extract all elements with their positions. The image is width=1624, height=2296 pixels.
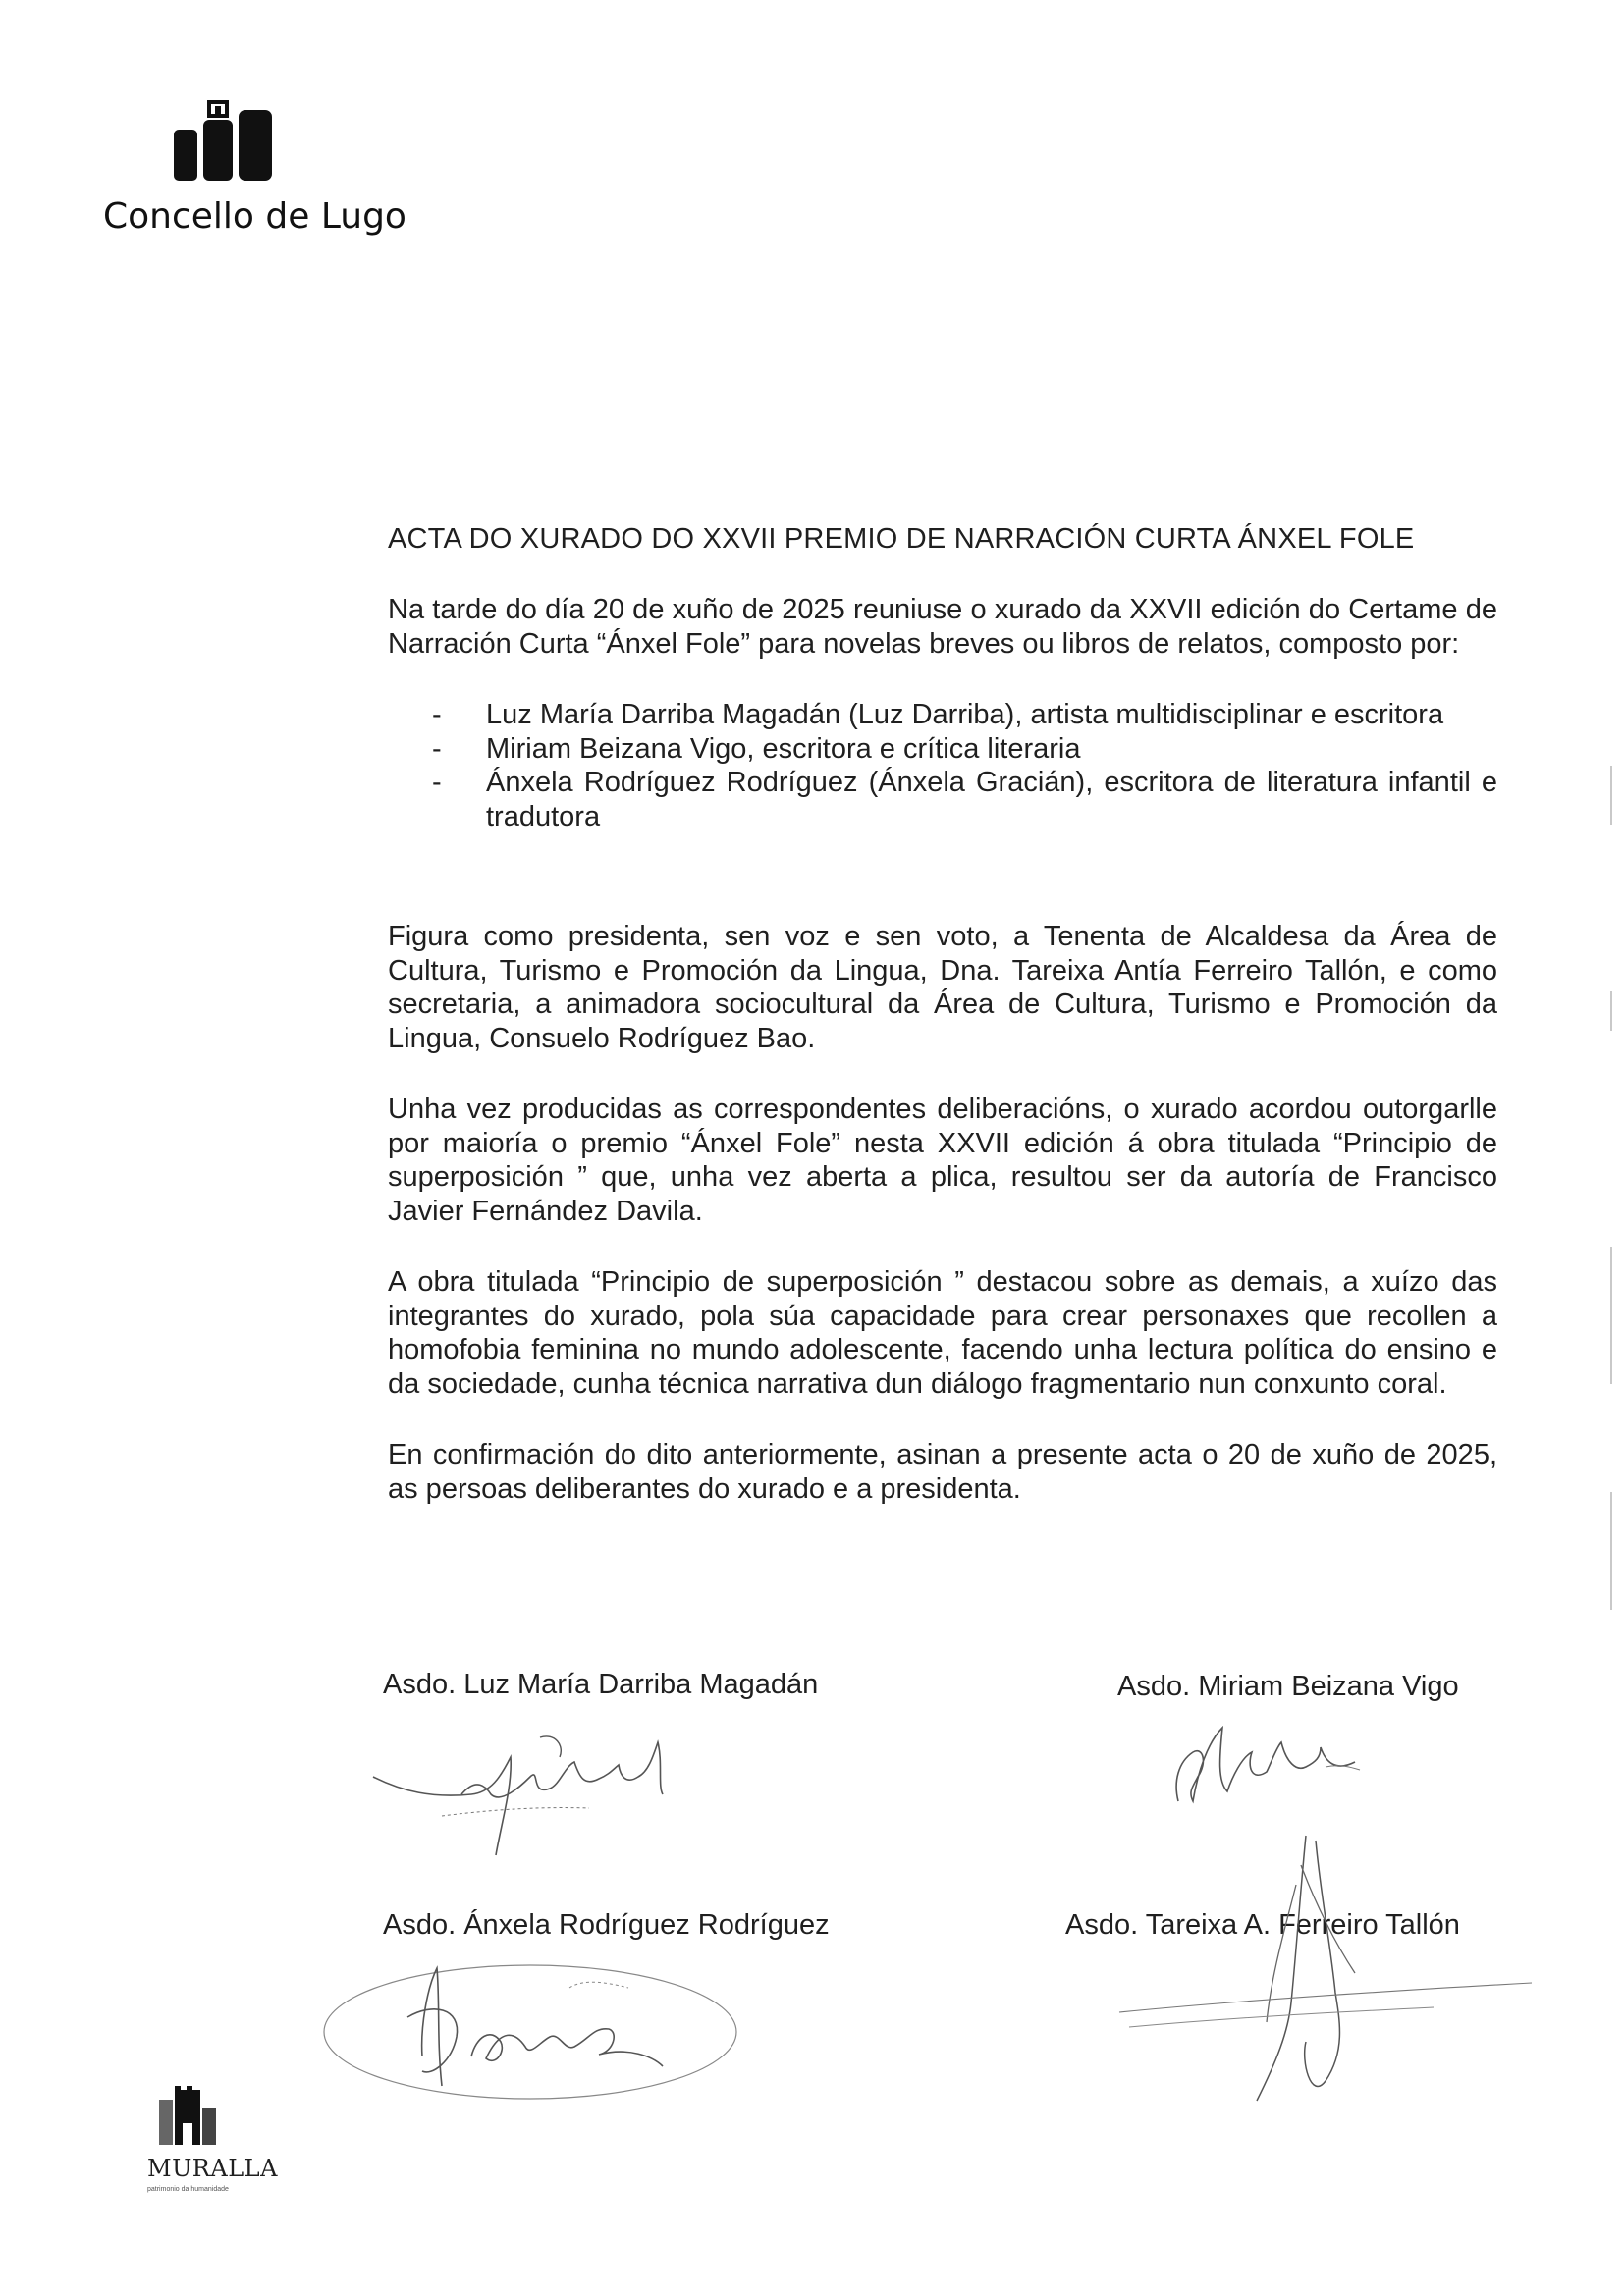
list-item — [388, 732, 1497, 767]
scan-artifact — [1610, 991, 1612, 1031]
signature-label-darriba: Asdo. Luz María Darriba Magadán — [383, 1669, 819, 1700]
muralla-logo-name: MURALLA — [147, 2155, 278, 2182]
signature-label-ferreiro: Asdo. Tareixa A. Ferreiro Tallón — [1065, 1909, 1460, 1941]
document-title: ACTA DO XURADO DO XXVII PREMIO DE NARRACIÓN CURTA ÁNXEL FOLE — [388, 523, 1415, 555]
lugo-wall-towers-icon — [174, 98, 301, 196]
document-body — [388, 523, 1497, 1506]
muralla-logo-subtitle: patrimonio da humanidade — [147, 2186, 229, 2193]
list-item — [388, 698, 1497, 732]
jury-member-list — [388, 698, 1497, 833]
concello-logo — [103, 98, 406, 255]
signature-darriba — [363, 1718, 756, 1865]
list-dash: - — [432, 732, 442, 765]
award-paragraph: Unha vez producidas as correspondentes deliberacións, o xurado acordou outorgarlle por maioría o premio “Ánxel Fole” nesta XXVII edición á obra titulada “Principio de superposición ” que, unha vez aberta a plica, resultou ser da autoría de Francisco Javier Fernández Davila. — [388, 1094, 1497, 1227]
jury-member-1: Luz María Darriba Magadán (Luz Darriba), artista multidisciplinar e escritora — [486, 699, 1444, 730]
muralla-logo — [145, 2086, 302, 2204]
scan-artifact — [1610, 1492, 1612, 1610]
jury-member-3: Ánxela Rodríguez Rodríguez (Ánxela Gracián), escritora de literatura infantil e tradutora — [486, 767, 1497, 832]
scan-artifact — [1610, 1247, 1612, 1384]
concello-logo-name: Concello de Lugo — [103, 196, 406, 237]
signature-label-rodriguez: Asdo. Ánxela Rodríguez Rodríguez — [383, 1909, 830, 1941]
list-item — [388, 766, 1497, 833]
signature-beizana — [1149, 1713, 1404, 1821]
signature-rodriguez — [314, 1949, 766, 2115]
jury-member-2: Miriam Beizana Vigo, escritora e crítica literaria — [486, 732, 1081, 765]
muralla-tower-icon — [145, 2086, 234, 2155]
reasoning-paragraph: A obra titulada “Principio de superposición ” destacou sobre as demais, a xuízo das integrantes do xurado, pola súa capacidade para crear personaxes que recollen a homofobia feminina no mundo adolescente, facendo unha lectura política do ensino e da sociedade, cunha técnica narrativa dun diálogo fragmentario nun conxunto coral. — [388, 1266, 1497, 1400]
intro-paragraph: Na tarde do día 20 de xuño de 2025 reuniuse o xurado da XXVII edición do Certame de Narración Curta “Ánxel Fole” para novelas breves ou libros de relatos, composto por: — [388, 594, 1497, 660]
scan-artifact — [1610, 766, 1612, 825]
signature-ferreiro — [1100, 1826, 1551, 2120]
confirmation-paragraph: En confirmación do dito anteriormente, asinan a presente acta o 20 de xuño de 2025, as persoas deliberantes do xurado e a presidenta. — [388, 1439, 1497, 1505]
presidency-paragraph: Figura como presidenta, sen voz e sen voto, a Tenenta de Alcaldesa da Área de Cultura, Turismo e Promoción da Lingua, Dna. Tareixa Antía Ferreiro Tallón, e como secretaria, a animadora sociocultural da Área de Cultura, Turismo e Promoción da Lingua, Consuelo Rodríguez Bao. — [388, 921, 1497, 1054]
signature-label-beizana: Asdo. Miriam Beizana Vigo — [1117, 1671, 1459, 1702]
list-dash: - — [432, 767, 442, 798]
list-dash: - — [432, 699, 442, 730]
